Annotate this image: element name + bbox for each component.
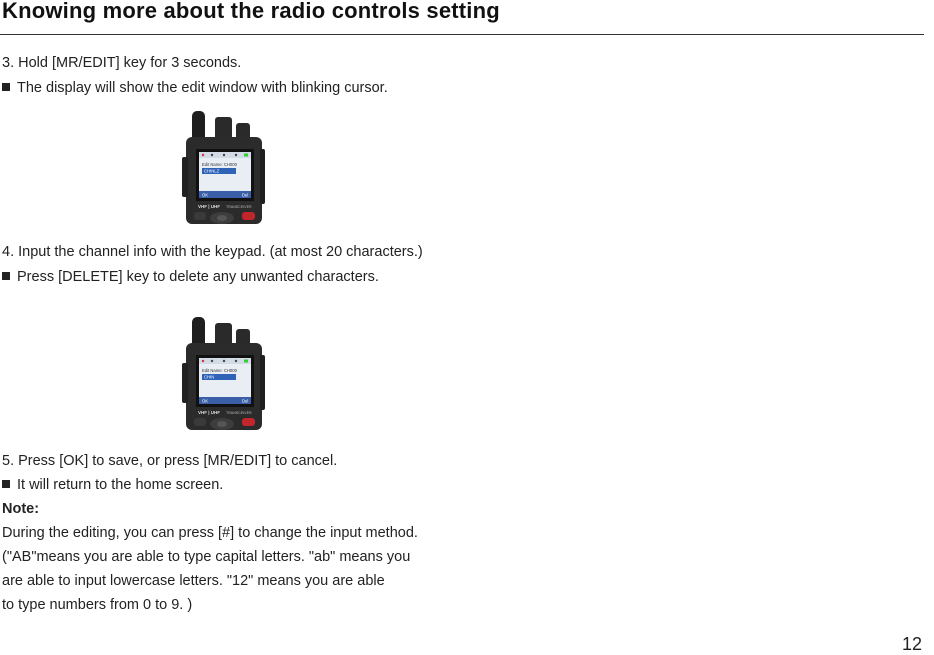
screen-softkey-left: OK xyxy=(202,192,209,198)
radio-image-step-3 xyxy=(180,109,270,224)
page-title: Knowing more about the radio controls setting xyxy=(2,0,500,23)
screen-softkey-right: Del xyxy=(242,398,249,404)
radio-brand-label: TRANSCEIVER xyxy=(226,411,252,415)
step-5-bullet-text: It will return to the home screen. xyxy=(17,477,224,493)
note-line-4: to type numbers from 0 to 9. ) xyxy=(2,597,193,613)
radio-band-label: VHF | UHF xyxy=(198,410,221,415)
screen-softkey-right: Del xyxy=(242,192,249,198)
step-5-instruction: 5. Press [OK] to save, or press [MR/EDIT] to cancel. xyxy=(2,453,338,469)
step-4-bullet-text: Press [DELETE] key to delete any unwanted characters. xyxy=(17,269,379,285)
step-3-bullet-line xyxy=(2,80,388,96)
radio-brand-label: TRANSCEIVER xyxy=(226,205,252,209)
bullet-square xyxy=(2,83,10,91)
note-line-1: During the editing, you can press [#] to change the input method. xyxy=(2,525,418,541)
bullet-square xyxy=(2,480,10,488)
screen-field-value: CHINLZ xyxy=(204,168,220,174)
radio-ptt-red-key xyxy=(242,212,255,220)
note-line-2: ("AB"means you are able to type capital letters. "ab" means you xyxy=(2,549,411,565)
radio-image-step-4 xyxy=(180,315,270,430)
step-4-bullet-line xyxy=(2,269,379,285)
screen-edit-label: Edit Name: CH000 xyxy=(202,162,237,167)
radio-band-label: VHF | UHF xyxy=(198,204,221,209)
step-3-instruction: 3. Hold [MR/EDIT] key for 3 seconds. xyxy=(2,55,242,71)
screen-softkey-left: OK xyxy=(202,398,209,404)
screen-edit-label: Edit Name: CH000 xyxy=(202,368,237,373)
radio-ptt-red-key xyxy=(242,418,255,426)
step-3-bullet-text: The display will show the edit window with blinking cursor. xyxy=(17,80,388,96)
note-label: Note: xyxy=(2,501,40,517)
step-4-instruction: 4. Input the channel info with the keypad. (at most 20 characters.) xyxy=(2,244,423,260)
screen-field-value: CHIN xyxy=(204,374,215,380)
note-line-3: are able to input lowercase letters. "12" means you are able xyxy=(2,573,385,589)
step-5-bullet-line xyxy=(2,477,223,493)
title-divider xyxy=(0,34,924,35)
page-number: 12 xyxy=(901,634,922,654)
bullet-square xyxy=(2,272,10,280)
